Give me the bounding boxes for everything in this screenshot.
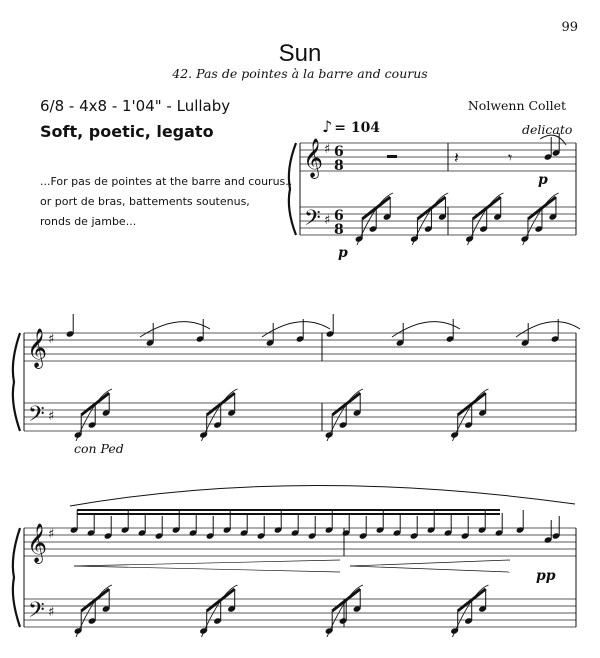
piece-title: Sun <box>278 40 322 67</box>
time-signature-top: 6 <box>334 144 344 160</box>
eighth-note-icon: ♪ <box>322 117 333 136</box>
piece-character: Soft, poetic, legato <box>40 122 214 141</box>
whole-rest-icon <box>387 155 397 158</box>
hairpin <box>350 560 510 566</box>
slur <box>262 322 330 337</box>
key-signature-sharp: ♯ <box>48 409 55 424</box>
tempo-value: = 104 <box>334 120 381 136</box>
slur <box>540 135 566 145</box>
hairpin <box>350 566 510 572</box>
eighth-rest-icon: 𝄾 <box>508 148 513 167</box>
dynamic-pp: pp <box>536 568 556 584</box>
hairpin <box>74 560 340 566</box>
key-signature-sharp: ♯ <box>48 332 55 347</box>
key-signature-sharp: ♯ <box>48 605 55 620</box>
expression-delicato: delicato <box>522 122 573 137</box>
hairpin <box>74 566 340 572</box>
description-line-1: ...For pas de pointes at the barre and courus.. <box>40 175 293 188</box>
dynamic-p-bass: p <box>338 245 348 261</box>
slur <box>392 322 460 337</box>
time-signature-top: 6 <box>334 208 344 224</box>
score-systems <box>13 133 580 637</box>
slur <box>516 322 580 337</box>
brace-icon <box>289 143 296 235</box>
piece-meta: 6/8 - 4x8 - 1'04" - Lullaby <box>40 97 231 115</box>
dynamic-p-treble: p <box>538 172 548 188</box>
time-signature-bottom: 8 <box>334 158 344 174</box>
piece-subtitle: 42. Pas de pointes à la barre and courus <box>172 66 428 81</box>
system-1 <box>289 133 576 245</box>
description-line-3: ronds de jambe... <box>40 215 137 228</box>
page-number: 99 <box>561 20 578 35</box>
bass-clef-icon: 𝄢 <box>28 402 45 432</box>
key-signature-sharp: ♯ <box>48 527 55 542</box>
pedal-marking: con Ped <box>74 441 124 456</box>
key-signature-sharp: ♯ <box>324 142 331 157</box>
brace-icon <box>13 528 20 627</box>
bass-clef-icon: 𝄢 <box>28 598 45 628</box>
description-line-2: or port de bras, battements soutenus, <box>40 195 250 208</box>
system-2 <box>13 314 580 441</box>
slur <box>140 322 210 337</box>
treble-clef-icon: 𝄞 <box>303 138 324 178</box>
composer-name: Nolwenn Collet <box>467 98 566 113</box>
phrase-slur <box>70 485 575 506</box>
treble-clef-icon: 𝄞 <box>27 328 48 368</box>
system-3 <box>13 485 576 637</box>
time-signature-bottom: 8 <box>334 222 344 238</box>
key-signature-sharp: ♯ <box>324 213 331 228</box>
bass-clef-icon: 𝄢 <box>304 206 321 236</box>
treble-clef-icon: 𝄞 <box>27 523 48 563</box>
brace-icon <box>13 333 20 431</box>
quarter-rest-icon: 𝄽 <box>454 148 459 167</box>
